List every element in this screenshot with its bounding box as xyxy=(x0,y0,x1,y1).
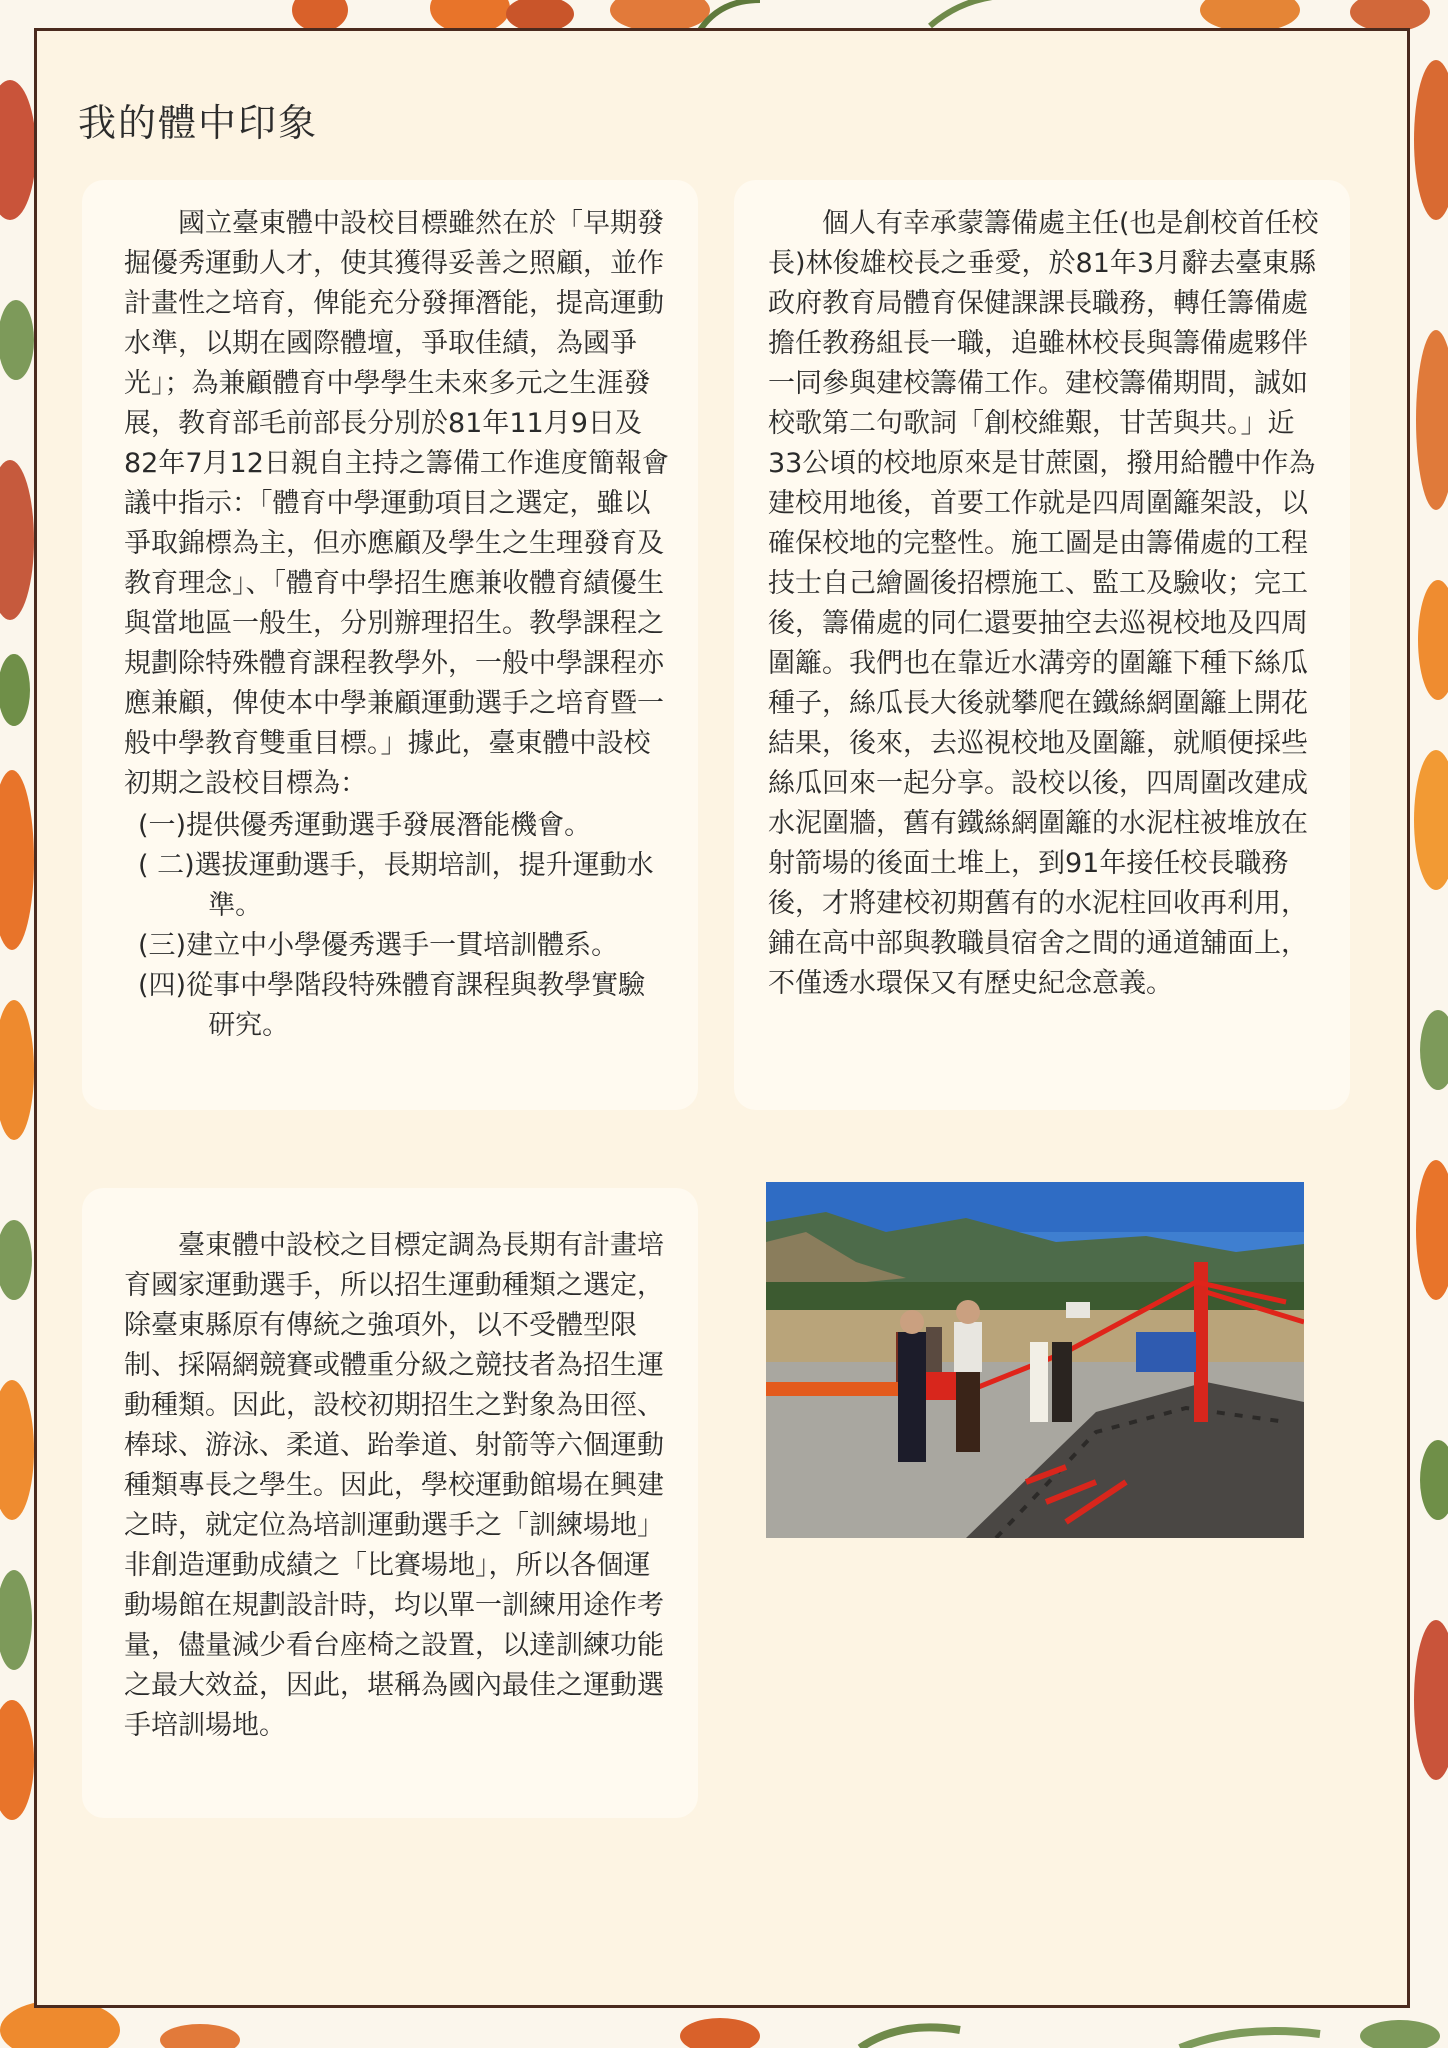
list-item: (一)提供優秀運動選手發展潛能機會。 xyxy=(138,810,592,841)
goals-paragraph: 國立臺東體中設校目標雖然在於「早期發掘優秀運動人才，使其獲得妥善之照顧，並作計畫性之培育，俾能充分發揮潛能，提高運動水準，以期在國際體壇，爭取佳績，為國爭光」；為兼顧體育中學學生未來多元之生涯發展，教育部毛前部長分別於81年11月9日及82年7月12日親自主持之籌備工作進度簡報會議中指示：「體育中學運動項目之選定，雖以爭取錦標為主，但亦應顧及學生之生理發育及教育理念」、「體育中學招生應兼收體育績優生與當地區一般生，分別辦理招生。教學課程之規劃除特殊體育課程教學外，一般中學課程亦應兼顧，俾使本中學兼顧運動選手之培育暨一般中學教育雙重目標。」據此，臺東體中設校初期之設校目標為： xyxy=(124,208,669,799)
text-card-founding-history xyxy=(734,180,1350,1110)
text-card-sports-selection xyxy=(82,1188,698,1818)
flower-decoration-right xyxy=(1414,60,1448,1780)
text-card-school-goals xyxy=(82,180,698,1110)
groundbreaking-photo xyxy=(766,1182,1304,1538)
list-item: ( 二)選拔運動選手，長期培訓，提升運動水準。 xyxy=(138,850,654,921)
goals-list xyxy=(124,806,672,1046)
flower-decoration-left xyxy=(0,80,36,1820)
sports-paragraph: 臺東體中設校之目標定調為長期有計畫培育國家運動選手，所以招生運動種類之選定，除臺東縣原有傳統之強項外，以不受體型限制、採隔網競賽或體重分級之競技者為招生運動種類。因此，設校初期招生之對象為田徑、棒球、游泳、柔道、跆拳道、射箭等六個運動種類專長之學生。因此，學校運動館場在興建之時，就定位為培訓運動選手之「訓練場地」非創造運動成績之「比賽場地」，所以各個運動場館在規劃設計時，均以單一訓練用途作考量，儘量減少看台座椅之設置，以達訓練功能之最大效益，因此，堪稱為國內最佳之運動選手培訓場地。 xyxy=(124,1230,664,1741)
list-item: (三)建立中小學優秀選手一貫培訓體系。 xyxy=(138,930,619,961)
list-item: (四)從事中學階段特殊體育課程與教學實驗研究。 xyxy=(138,970,646,1041)
page-title: 我的體中印象 xyxy=(78,101,319,145)
history-paragraph: 個人有幸承蒙籌備處主任(也是創校首任校長)林俊雄校長之垂愛，於81年3月辭去臺東縣政府教育局體育保健課課長職務，轉任籌備處擔任教務組長一職，追雖林校長與籌備處夥伴一同參與建校籌備工作。建校籌備期間，誠如校歌第二句歌詞「創校維艱，甘苦與共。」近33公頃的校地原來是甘蔗園，撥用給體中作為建校用地後，首要工作就是四周圍籬架設，以確保校地的完整性。施工圖是由籌備處的工程技士自己繪圖後招標施工、監工及驗收；完工後，籌備處的同仁還要抽空去巡視校地及四周圍籬。我們也在靠近水溝旁的圍籬下種下絲瓜種子，絲瓜長大後就攀爬在鐵絲網圍籬上開花結果，後來，去巡視校地及圍籬，就順便採些絲瓜回來一起分享。設校以後，四周圍改建成水泥圍牆，舊有鐵絲網圍籬的水泥柱被堆放在射箭場的後面土堆上，到91年接任校長職務後，才將建校初期舊有的水泥柱回收再利用，鋪在高中部與教職員宿舍之間的通道舖面上，不僅透水環保又有歷史紀念意義。 xyxy=(768,208,1319,999)
